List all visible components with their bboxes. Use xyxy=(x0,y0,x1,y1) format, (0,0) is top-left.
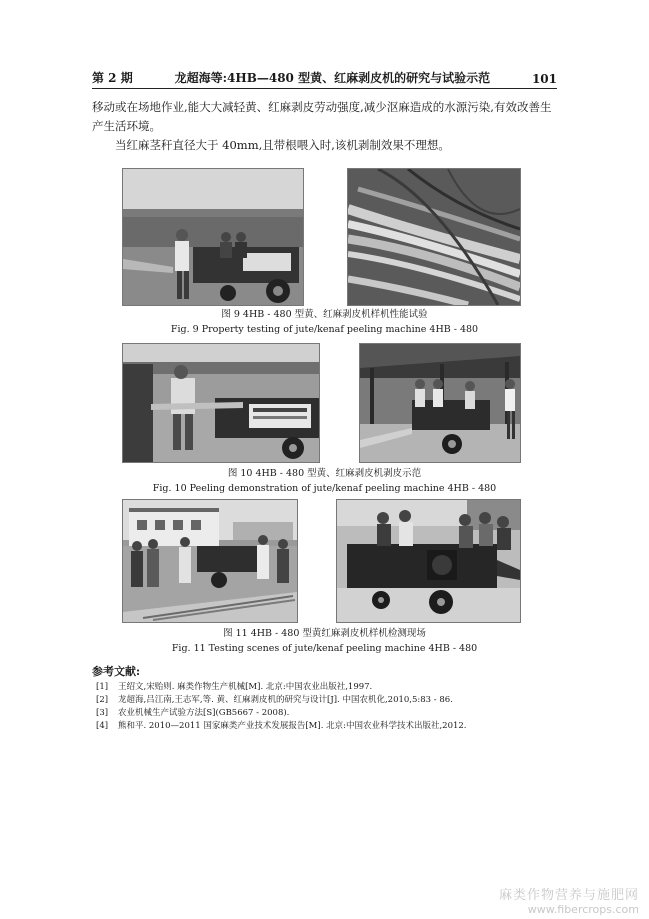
fig9-photo-peeled-fiber xyxy=(347,168,521,306)
watermark-url: www.fibercrops.com xyxy=(527,903,639,916)
fig11-caption-en: Fig. 11 Testing scenes of jute/kenaf peeling machine 4HB - 480 xyxy=(171,643,478,654)
page-number: 101 xyxy=(531,72,557,86)
reference-number: [2] xyxy=(96,695,109,705)
header-rule xyxy=(92,88,557,89)
references-title: 参考文献: xyxy=(92,665,141,678)
fig9-caption-cn: 图 9 4HB - 480 型黄、红麻剥皮机样机性能试验 xyxy=(221,309,428,320)
body-paragraph-1: 移动或在场地作业,能大大减轻黄、红麻剥皮劳动强度,减少沤麻造成的水源污染,有效改善生产生活环境。 xyxy=(92,100,552,133)
running-title: 龙超海等:4HB—480 型黄、红麻剥皮机的研究与试验示范 xyxy=(174,71,491,85)
reference-text: 王绍文,宋贻则. 麻类作物生产机械[M]. 北京:中国农业出版社,1997. xyxy=(118,682,373,692)
reference-number: [4] xyxy=(96,721,109,731)
watermark-site-name: 麻类作物营养与施肥网 xyxy=(498,888,639,903)
site-watermark xyxy=(499,884,639,916)
issue-number: 第 2 期 xyxy=(92,71,133,85)
reference-number: [1] xyxy=(96,682,109,692)
fig10-caption-en: Fig. 10 Peeling demonstration of jute/kenaf peeling machine 4HB - 480 xyxy=(152,483,497,494)
fig11-photo-testing-yard xyxy=(122,499,298,623)
reference-text: 熊和平. 2010—2011 国家麻类产业技术发展报告[M]. 北京:中国农业科学技术出版社,2012. xyxy=(118,721,467,731)
fig9-caption-en: Fig. 9 Property testing of jute/kenaf peeling machine 4HB - 480 xyxy=(170,324,479,335)
reference-number: [3] xyxy=(96,708,109,718)
reference-item xyxy=(96,681,467,694)
reference-item xyxy=(96,707,467,720)
fig10-photo-shed-demo xyxy=(359,343,521,463)
fig9-photo-machine-test xyxy=(122,168,304,306)
fig10-caption-cn: 图 10 4HB - 480 型黄、红麻剥皮机剥皮示范 xyxy=(227,468,422,479)
references-list xyxy=(96,681,467,733)
reference-item xyxy=(96,694,467,707)
running-header xyxy=(92,68,557,86)
reference-text: 龙超海,吕江南,王志军,等. 黄、红麻剥皮机的研究与设计[J]. 中国农机化,2010,5:83 - 86. xyxy=(118,695,453,705)
fig11-caption-cn: 图 11 4HB - 480 型黄红麻剥皮机样机检测现场 xyxy=(223,628,426,639)
reference-text: 农业机械生产试验方法[S](GB5667 - 2008). xyxy=(118,708,290,718)
body-paragraph-2: 当红麻茎秆直径大于 40mm,且带根喂入时,该机剥制效果不理想。 xyxy=(115,138,450,152)
fig11-photo-machine-inspection xyxy=(336,499,521,623)
fig10-photo-field-demo xyxy=(122,343,320,463)
reference-item xyxy=(96,720,467,733)
